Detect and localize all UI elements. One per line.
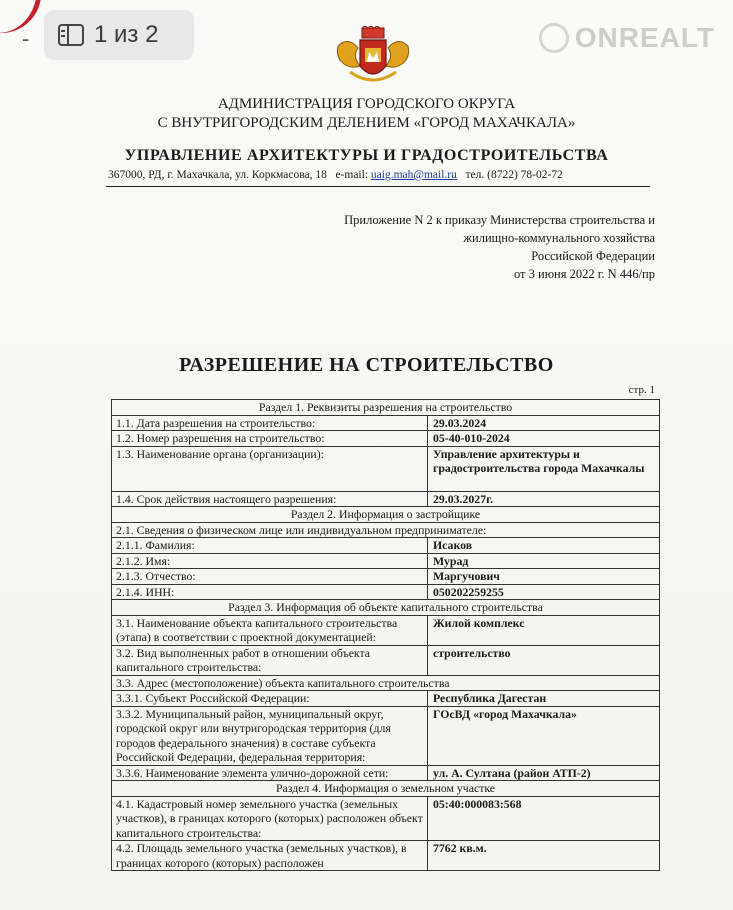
- row-label: 1.4. Срок действия настоящего разрешения:: [112, 491, 428, 507]
- table-row: [112, 841, 660, 871]
- row-value: Управление архитектуры и градостроительства города Махачкалы: [428, 446, 660, 491]
- row-value: ГОсВД «город Махачкала»: [428, 706, 660, 765]
- table-row: [112, 415, 660, 431]
- section-header: Раздел 1. Реквизиты разрешения на строительство: [112, 400, 660, 416]
- red-corner-mark: [0, 0, 41, 40]
- row-label: 3.3. Адрес (местоположение) объекта капитального строительства: [112, 675, 660, 691]
- table-row: [112, 691, 660, 707]
- section-header: Раздел 3. Информация об объекте капитального строительства: [112, 600, 660, 616]
- row-label: 4.1. Кадастровый номер земельного участка (земельных участков), в границах которого (которых) расположен объект капитального строительства:: [112, 796, 428, 841]
- email-label: e-mail:: [335, 169, 369, 181]
- row-value: 050202259255: [428, 584, 660, 600]
- row-value: 05:40:000083:568: [428, 796, 660, 841]
- row-value: 29.03.2027г.: [428, 491, 660, 507]
- row-value: Исаков: [428, 538, 660, 554]
- row-label: 2.1.3. Отчество:: [112, 569, 428, 585]
- phone: тел. (8722) 78-02-72: [465, 169, 563, 181]
- sidebar-icon[interactable]: [58, 24, 84, 46]
- watermark: [539, 22, 715, 54]
- row-value: Республика Дагестан: [428, 691, 660, 707]
- row-label: 3.2. Вид выполненных работ в отношении объекта капитального строительства:: [112, 645, 428, 675]
- page-indicator-text: 1 из 2: [94, 21, 159, 48]
- table-row: [112, 584, 660, 600]
- row-label: 2.1.4. ИНН:: [112, 584, 428, 600]
- email-link[interactable]: uaig.mah@mail.ru: [370, 169, 457, 181]
- table-row: [112, 600, 660, 616]
- row-label: 1.3. Наименование органа (организации):: [112, 446, 428, 491]
- row-value: 7762 кв.м.: [428, 841, 660, 871]
- document-title: РАЗРЕШЕНИЕ НА СТРОИТЕЛЬСТВО: [179, 354, 554, 376]
- page-indicator[interactable]: [44, 10, 194, 60]
- watermark-logo-icon: [539, 23, 569, 53]
- appendix-line-4: от 3 июня 2022 г. N 446/пр: [513, 267, 655, 281]
- table-row: [112, 446, 660, 491]
- row-label: 1.2. Номер разрешения на строительство:: [112, 431, 428, 447]
- table-row: [112, 765, 660, 781]
- table-row: [112, 538, 660, 554]
- section-header: Раздел 4. Информация о земельном участке: [112, 781, 660, 797]
- table-row: [112, 507, 660, 523]
- table-row: [112, 491, 660, 507]
- table-row: [112, 796, 660, 841]
- row-label: 3.3.6. Наименование элемента улично-дорожной сети:: [112, 765, 428, 781]
- table-row: [112, 522, 660, 538]
- makhachkala-coat-of-arms-icon: [334, 26, 412, 90]
- watermark-text: ONREALT: [574, 22, 715, 53]
- table-row: [112, 431, 660, 447]
- row-value: Мурад: [428, 553, 660, 569]
- table-row: [112, 645, 660, 675]
- appendix-line-3: Российской Федерации: [531, 249, 655, 263]
- row-label: 2.1.2. Имя:: [112, 553, 428, 569]
- row-value: Маргучович: [428, 569, 660, 585]
- appendix-line-1: Приложение N 2 к приказу Министерства строительства и: [344, 213, 655, 227]
- department-title: УПРАВЛЕНИЕ АРХИТЕКТУРЫ И ГРАДОСТРОИТЕЛЬСТВА: [124, 147, 609, 164]
- row-value: строительство: [428, 645, 660, 675]
- row-label: 3.1. Наименование объекта капитального строительства (этапа) в соответствии с проектной документацией:: [112, 615, 428, 645]
- table-row: [112, 675, 660, 691]
- row-label: 4.2. Площадь земельного участка (земельных участков), в границах которого (которых) расположен: [112, 841, 428, 871]
- page-number: стр. 1: [628, 384, 655, 396]
- row-label: 2.1. Сведения о физическом лице или индивидуальном предпринимателе:: [112, 522, 660, 538]
- table-row: [112, 569, 660, 585]
- table-row: [112, 400, 660, 416]
- table-row: [112, 615, 660, 645]
- row-value: 29.03.2024: [428, 415, 660, 431]
- permit-table: [111, 399, 660, 871]
- row-label: 2.1.1. Фамилия:: [112, 538, 428, 554]
- row-value: Жилой комплекс: [428, 615, 660, 645]
- address: 367000, РД, г. Махачкала, ул. Коркмасова, 18: [108, 169, 327, 181]
- admin-line-1: АДМИНИСТРАЦИЯ ГОРОДСКОГО ОКРУГА: [217, 96, 516, 112]
- table-row: [112, 781, 660, 797]
- table-row: [112, 706, 660, 765]
- admin-line-2: С ВНУТРИГОРОДСКИМ ДЕЛЕНИЕМ «ГОРОД МАХАЧКАЛА»: [157, 115, 576, 131]
- row-label: 1.1. Дата разрешения на строительство:: [112, 415, 428, 431]
- section-header: Раздел 2. Информация о застройщике: [112, 507, 660, 523]
- row-label: 3.3.1. Субъект Российской Федерации:: [112, 691, 428, 707]
- row-value: 05-40-010-2024: [428, 431, 660, 447]
- back-dash-icon[interactable]: -: [22, 26, 30, 51]
- appendix-line-2: жилищно-коммунального хозяйства: [463, 231, 655, 245]
- contact-line: [108, 169, 563, 181]
- table-row: [112, 553, 660, 569]
- row-label: 3.3.2. Муниципальный район, муниципальный округ, городской округ или внутригородская территория (для городов федерального значения) в составе субъекта Российской Федерации, федеральная территория:: [112, 706, 428, 765]
- appendix-note: [295, 211, 655, 283]
- row-value: ул. А. Султана (район АТП-2): [428, 765, 660, 781]
- header-divider: [106, 186, 650, 187]
